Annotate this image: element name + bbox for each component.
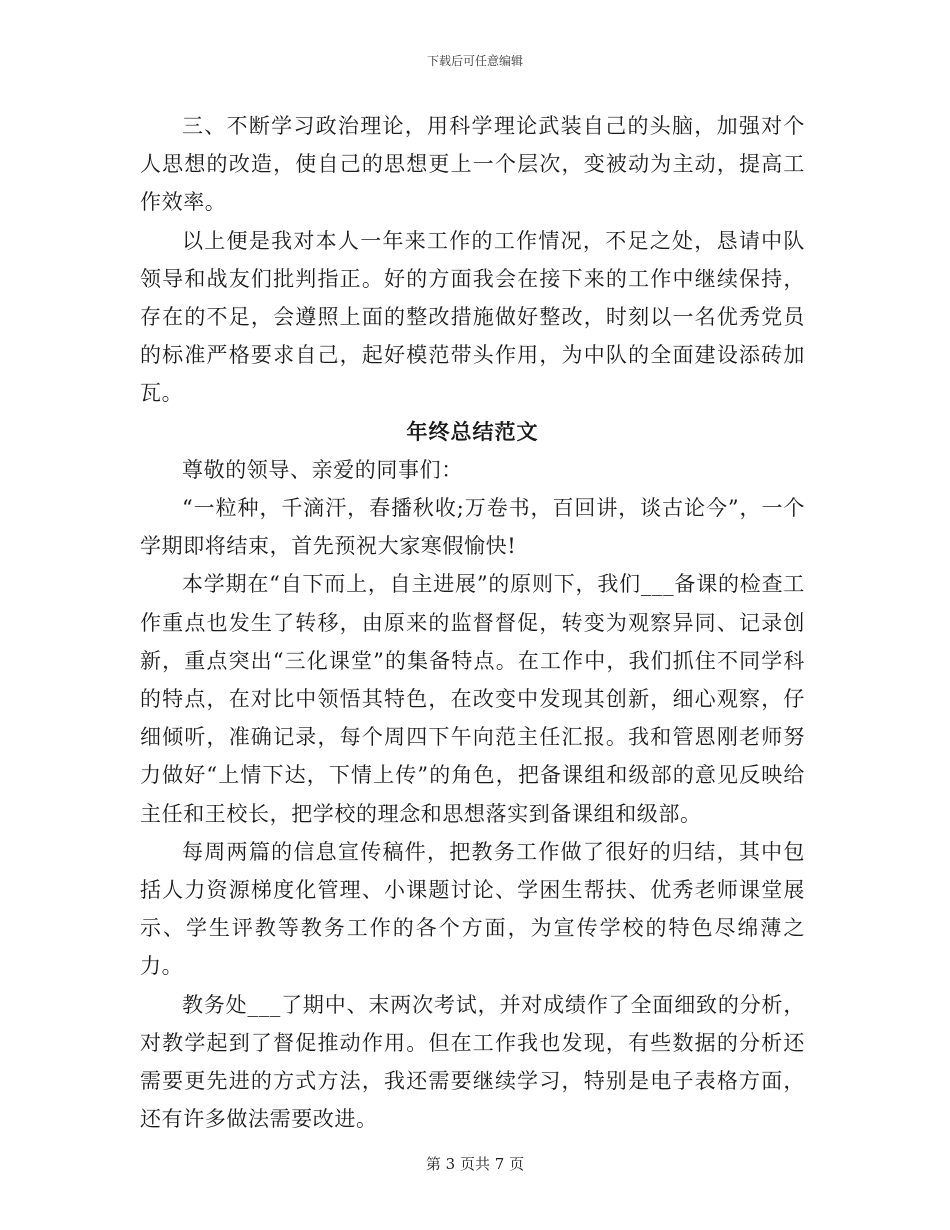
paragraph-lesson-preparation: 本学期在“自下而上，自主进展”的原则下，我们___备课的检查工作重点也发生了转移，由原来的监督督促，转变为观察异同、记录创新，重点突出“三化课堂”的集备特点。在工作中，我们抓住不同学科的特点，在对比中领悟其特色，在改变中发现其创新，细心观察，仔细倾听，准确记录，每个周四下午向范主任汇报。我和管恩刚老师努力做好“上情下达，下情上传”的角色，把备课组和级部的意见反映给主任和王校长，把学校的理念和思想落实到备课组和级部。 [140,572,805,826]
page-footer: 第 3 页共 7 页 [425,1155,525,1173]
paragraph-closing-summary: 以上便是我对本人一年来工作的工作情况，不足之处，恳请中队领导和战友们批判指正。好的方面我会在接下来的工作中继续保持，存在的不足，会遵照上面的整改措施做好整改，时刻以一名优秀党员的标准严格要求自己，起好模范带头作用，为中队的全面建设添砖加瓦。 [140,228,805,406]
paragraph-exams: 教务处___了期中、末两次考试，并对成绩作了全面细致的分析，对教学起到了督促推动作用。但在工作我也发现，有些数据的分析还需要更先进的方式方法，我还需要继续学习，特别是电子表格方面，还有许多做法需要改进。 [140,992,805,1132]
document-body [140,107,805,1138]
paragraph-opening-quote: “一粒种，千滴汗，春播秋收;万卷书，百回讲，谈古论今”，一个学期即将结束，首先预祝大家寒假愉快! [140,496,805,559]
page-header: 下载后可任意编辑 [426,54,523,68]
paragraph-publicity: 每周两篇的信息宣传稿件，把教务工作做了很好的归结，其中包括人力资源梯度化管理、小课题讨论、学困生帮扶、优秀老师课堂展示、学生评教等教务工作的各个方面，为宣传学校的特色尽绵薄之力。 [140,839,805,979]
paragraph-political-theory: 三、不断学习政治理论，用科学理论武装自己的头脑，加强对个人思想的改造，使自己的思想更上一个层次，变被动为主动，提高工作效率。 [140,114,805,215]
paragraph-salutation: 尊敬的领导、亲爱的同事们： [182,457,463,482]
section-title: 年终总结范文 [406,418,539,444]
